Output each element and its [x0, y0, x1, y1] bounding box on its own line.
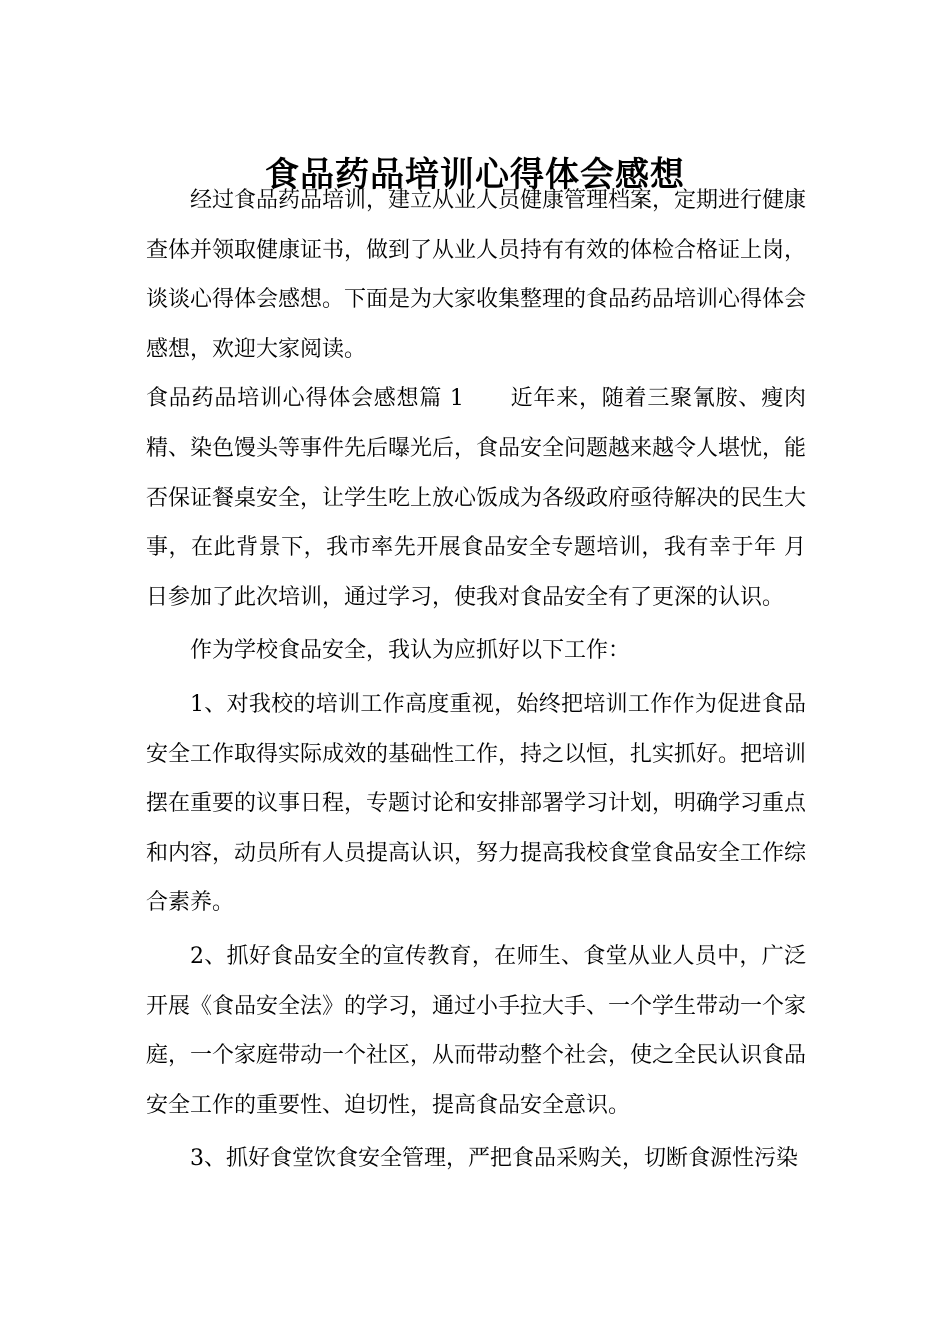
point-paragraph-1: 1、对我校的培训工作高度重视，始终把培训工作作为促进食品安全工作取得实际成效的基础性工作，持之以恒，扎实抓好。把培训摆在重要的议事日程，专题讨论和安排部署学习计划，明确学习重点和内容，动员所有人员提高认识，努力提高我校食堂食品安全工作综合素养。 — [146, 691, 807, 916]
lead-paragraph: 作为学校食品安全，我认为应抓好以下工作： — [190, 638, 631, 664]
section-intro-text: 近年来，随着三聚氰胺、瘦肉精、染色馒头等事件先后曝光后，食品安全问题越来越令人堪忧，能否保证餐桌安全，让学生吃上放心饭成为各级政府亟待解决的民生大事，在此背景下，我市率先开展食品安全专题培训，我有幸于年 月 日参加了此次培训，通过学习，使我对食品安全有了更深的认识。 — [146, 386, 807, 610]
point-paragraph-3: 3、抓好食堂饮食安全管理，严把食品采购关，切断食源性污染 — [190, 1146, 798, 1172]
intro-paragraph: 经过食品药品培训，建立从业人员健康管理档案，定期进行健康查体并领取健康证书，做到了从业人员持有有效的体检合格证上岗，谈谈心得体会感想。下面是为大家收集整理的食品药品培训心得体会感想，欢迎大家阅读。 — [146, 188, 807, 362]
section-paragraph — [146, 374, 806, 622]
section-heading: 食品药品培训心得体会感想篇 1 — [146, 386, 464, 412]
document-body — [146, 176, 806, 1184]
point-paragraph-2: 2、抓好食品安全的宣传教育，在师生、食堂从业人员中，广泛开展《食品安全法》的学习，通过小手拉大手、一个学生带动一个家庭，一个家庭带动一个社区，从而带动整个社会，使之全民认识食品安全工作的重要性、迫切性，提高食品安全意识。 — [146, 943, 807, 1118]
document-title: 食品药品培训心得体会感想 — [265, 154, 685, 195]
